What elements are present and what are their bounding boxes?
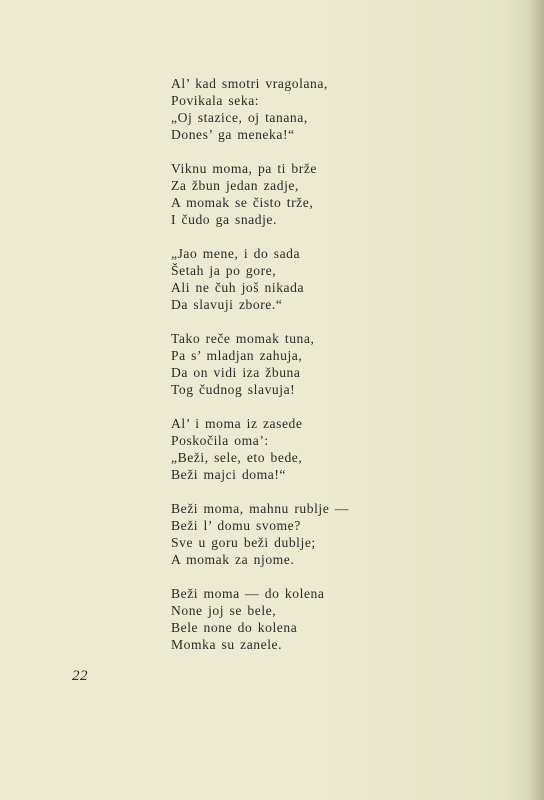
verse-line: „Jao mene, i do sada xyxy=(171,246,301,262)
verse-line: Poskočila oma’: xyxy=(171,432,269,448)
verse-line: Beži l’ domu svome? xyxy=(171,517,301,533)
stanza xyxy=(171,416,411,484)
verse-line: „Oj stazice, oj tanana, xyxy=(171,109,308,125)
verse-line: I čudo ga snadje. xyxy=(171,211,277,227)
stanza xyxy=(171,246,411,314)
page-number: 22 xyxy=(72,668,88,684)
verse-line: Da on vidi iza žbuna xyxy=(171,364,301,380)
verse-line: Viknu moma, pa ti brže xyxy=(171,161,318,177)
stanza xyxy=(171,76,411,144)
stanza xyxy=(171,161,411,229)
verse-line: Da slavuji zbore.“ xyxy=(171,296,283,312)
verse-line: A momak za njome. xyxy=(171,551,295,567)
verse-line: Al’ kad smotri vragolana, xyxy=(171,76,328,91)
verse-line: „Beži, sele, eto bede, xyxy=(171,449,303,465)
stanza xyxy=(171,586,411,654)
page-gutter-shadow xyxy=(530,0,544,800)
verse-line: Dones’ ga meneka!“ xyxy=(171,126,295,142)
poem-text xyxy=(171,76,411,671)
verse-line: Povikala seka: xyxy=(171,92,260,108)
verse-line: Tako reče momak tuna, xyxy=(171,331,315,347)
verse-line: Šetah ja po gore, xyxy=(171,262,277,278)
stanza xyxy=(171,331,411,399)
verse-line: Ali ne čuh još nikada xyxy=(171,279,305,295)
verse-line: None joj se bele, xyxy=(171,603,277,618)
verse-line: Momka su zanele. xyxy=(171,636,283,652)
verse-line: Beži majci doma!“ xyxy=(171,466,287,482)
verse-line: Beži moma, mahnu rublje — xyxy=(171,501,349,517)
verse-line: Bele none do kolena xyxy=(171,619,298,635)
verse-line: Za žbun jedan zadje, xyxy=(171,177,299,193)
verse-line: Tog čudnog slavuja! xyxy=(171,381,296,397)
verse-line: Sve u goru beži dublje; xyxy=(171,534,316,550)
verse-line: Al’ i moma iz zasede xyxy=(171,416,303,432)
verse-line: Pa s’ mladjan zahuja, xyxy=(171,347,303,363)
verse-line: A momak se čisto trže, xyxy=(171,194,314,210)
verse-line: Beži moma — do kolena xyxy=(171,586,325,602)
stanza xyxy=(171,501,411,569)
